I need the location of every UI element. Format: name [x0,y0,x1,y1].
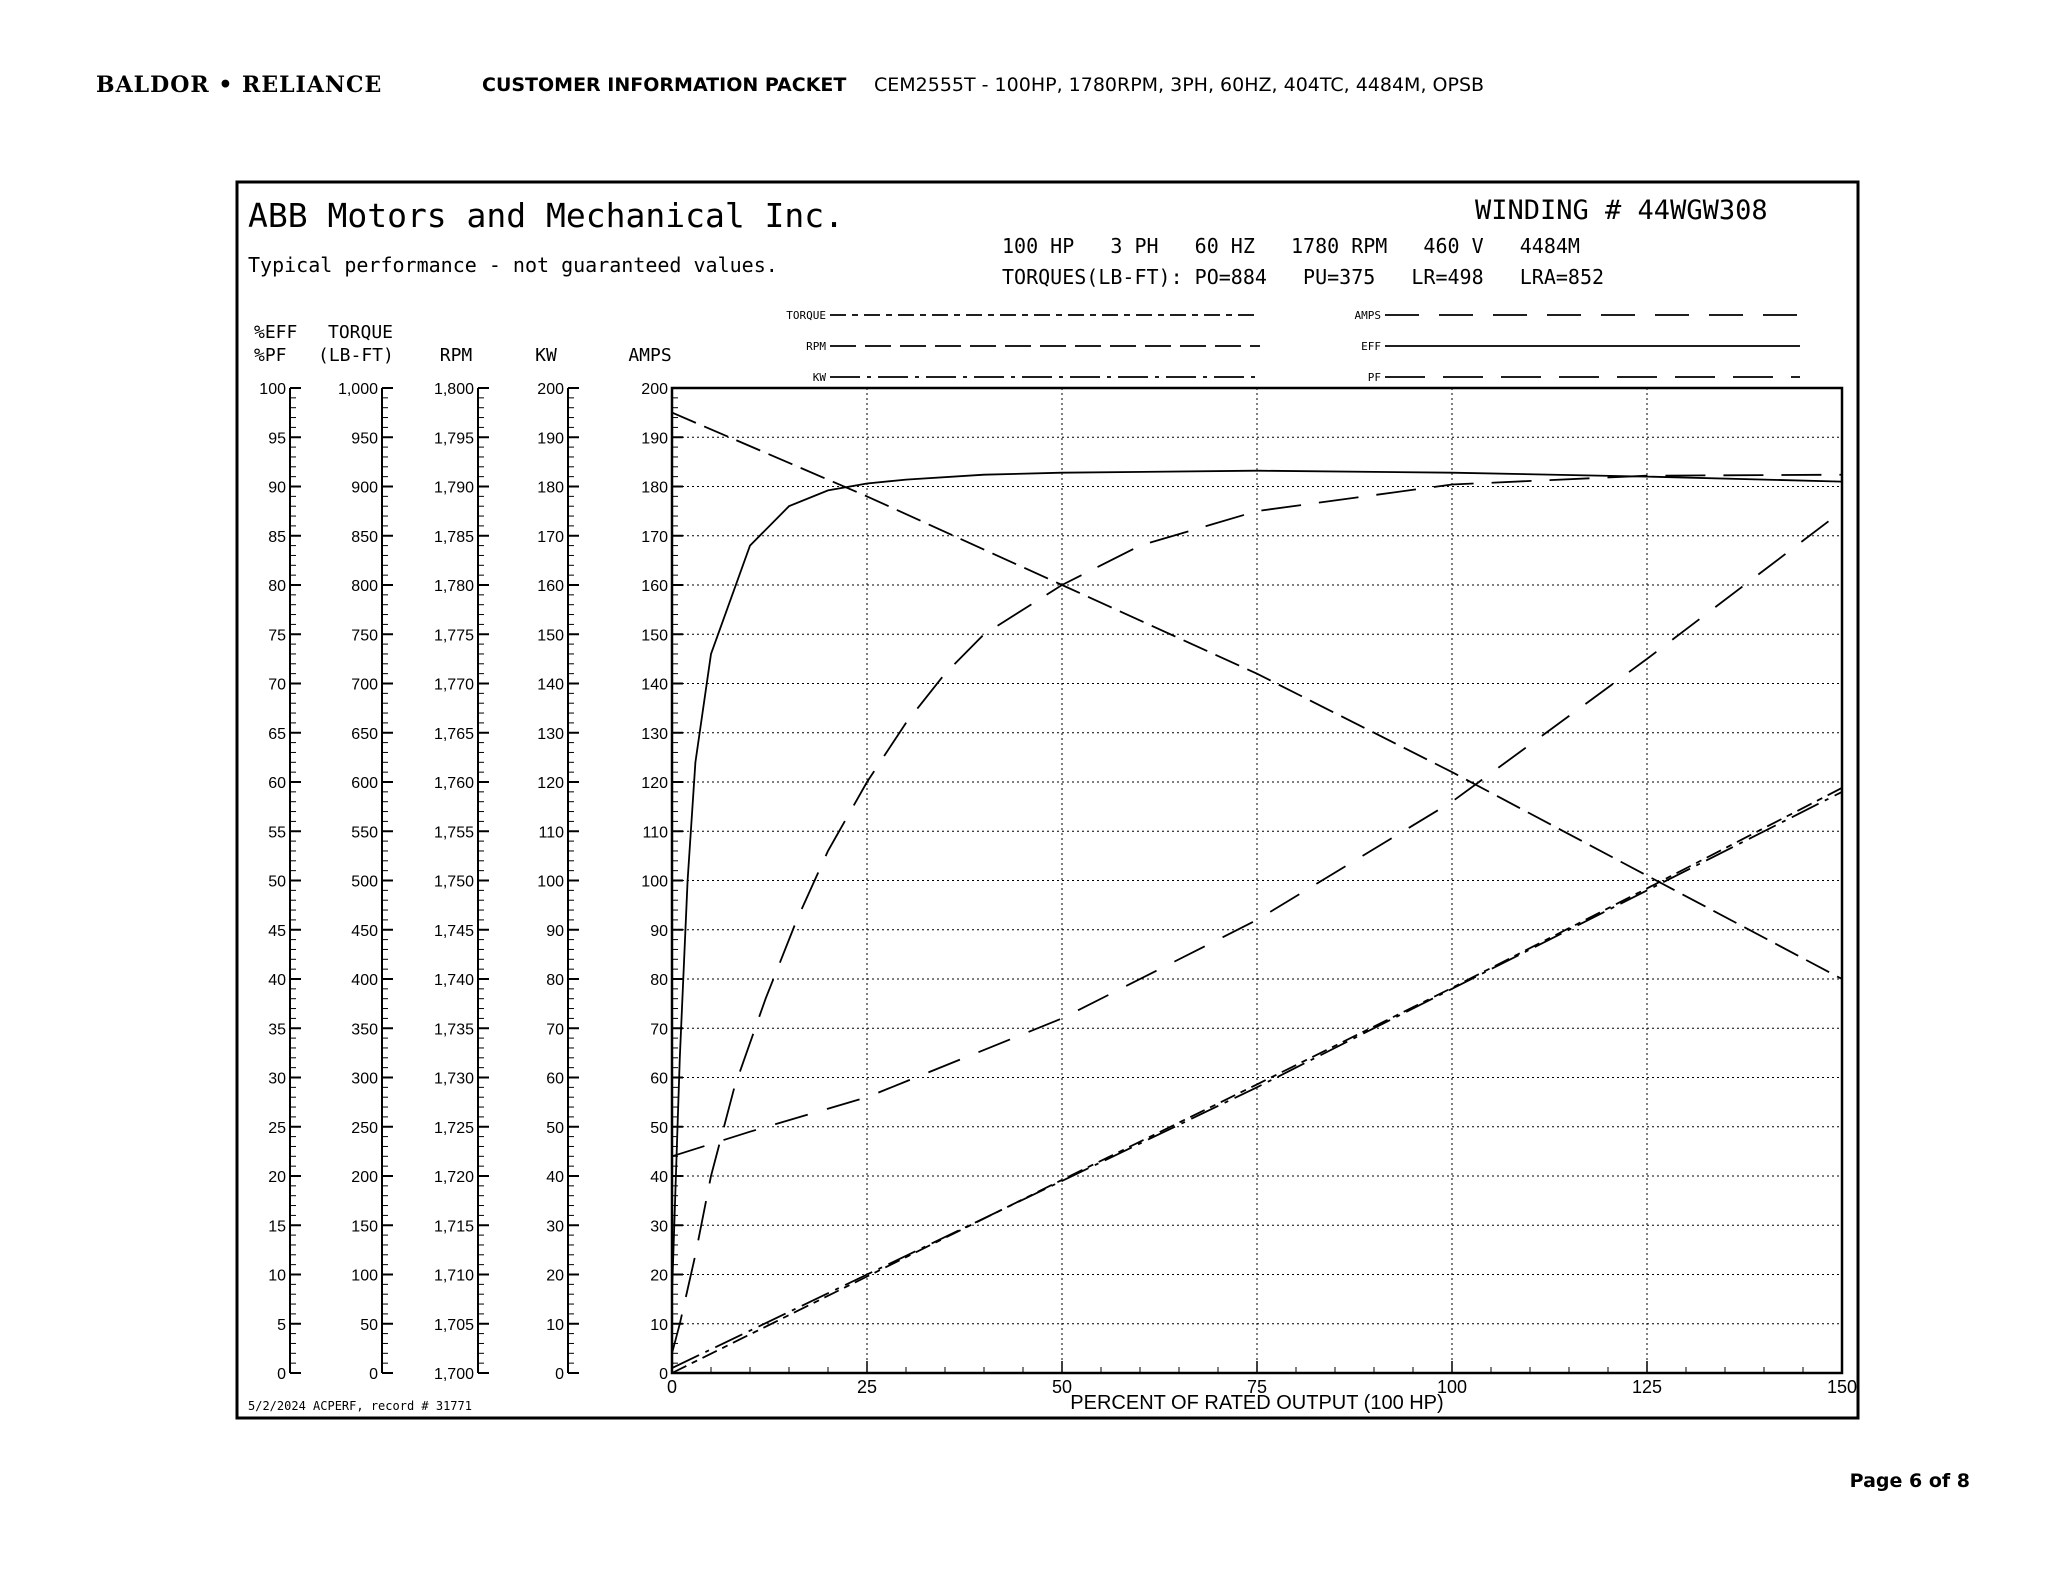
legend-label: KW [812,371,826,384]
x-tick-label: 125 [1631,1377,1663,1397]
axis-tick-label: 80 [650,972,668,989]
axis-title: %EFF [254,322,298,343]
axis-tick-label: 110 [642,824,668,842]
axis-tick-label: 1,730 [433,1070,474,1088]
axis-tick-label: 1,000 [337,381,378,398]
axis-tick-label: 140 [537,676,564,694]
motor-specs: 100 HP 3 PH 60 HZ 1780 RPM 460 V 4484M [1002,234,1580,258]
axis-tick-label: 350 [351,1021,378,1039]
axis-tick-label: 30 [268,1070,286,1088]
brand-logo: BALDOR • RELIANCE [96,72,383,98]
axis-tick-label: 200 [351,1169,378,1186]
axis-tick-label: 90 [650,922,668,940]
page-number: Page 6 of 8 [1849,1470,1970,1492]
axis-tick-label: 400 [351,972,378,989]
axis-tick-label: 120 [537,775,564,792]
axis-tick-label: 200 [641,381,668,398]
axis-tick-label: 55 [268,824,286,842]
axis-tick-label: 1,700 [433,1366,474,1383]
axis-tick-label: 0 [659,1366,668,1383]
x-axis-label: PERCENT OF RATED OUTPUT (100 HP) [1070,1392,1444,1414]
axis-tick-label: 50 [268,873,286,891]
axis-tick-label: 1,760 [433,775,474,792]
axis-tick-label: 1,800 [433,381,474,398]
x-tick-label: 25 [856,1377,878,1397]
axis-tick-label: 10 [546,1316,564,1334]
axis-tick-label: 50 [546,1119,564,1137]
axis-tick-label: 0 [369,1366,378,1383]
axis-tick-label: 180 [641,479,668,497]
x-tick-label: 150 [1826,1377,1858,1397]
axis-tick-label: 95 [268,430,286,448]
packet-title: CUSTOMER INFORMATION PACKET [482,74,847,96]
company-name: ABB Motors and Mechanical Inc. [248,196,845,235]
axis-tick-label: 700 [351,676,378,694]
axis-tick-label: 20 [268,1169,286,1186]
axis-tick-label: 950 [351,430,378,448]
axis-tick-label: 15 [268,1218,286,1236]
axis-tick-label: 1,745 [433,922,474,940]
axis-tick-label: 180 [537,479,564,497]
legend-label: EFF [1361,340,1381,353]
axis-tick-label: 1,790 [433,479,474,497]
axis-tick-label: 20 [650,1267,668,1285]
axis-tick-label: 650 [351,725,378,743]
axis-tick-label: 80 [546,972,564,989]
axis-tick-label: 1,740 [433,972,474,989]
axis-tick-label: 20 [546,1267,564,1285]
disclaimer: Typical performance - not guaranteed values. [248,253,778,277]
axis-tick-label: 35 [268,1021,286,1039]
axis-tick-label: 1,725 [433,1119,474,1137]
axis-tick-label: 40 [650,1169,668,1186]
axis-tick-label: 90 [546,922,564,940]
axis-tick-label: 30 [546,1218,564,1236]
axis-tick-label: 140 [641,676,668,694]
axis-tick-label: 1,705 [433,1316,474,1334]
axis-tick-label: 170 [641,528,668,546]
axis-tick-label: 0 [277,1366,286,1383]
axis-tick-label: 1,765 [433,725,474,743]
axis-tick-label: 60 [650,1070,668,1088]
axis-tick-label: 30 [650,1218,668,1236]
axis-tick-label: 750 [351,627,378,645]
axis-tick-label: 70 [546,1021,564,1039]
axis-tick-label: 160 [641,578,668,595]
axis-tick-label: 1,750 [433,873,474,891]
legend-label: PF [1367,371,1381,384]
x-tick-label: 50 [1051,1377,1073,1397]
value-axes [254,322,683,1383]
axis-tick-label: 150 [641,627,668,645]
axis-tick-label: 900 [351,479,378,497]
axis-tick-label: 1,770 [433,676,474,694]
axis-tick-label: 50 [360,1316,378,1334]
axis-tick-label: 800 [351,578,378,595]
axis-tick-label: 10 [650,1316,668,1334]
torque-specs: TORQUES(LB-FT): PO=884 PU=375 LR=498 LRA=852 [1002,265,1605,289]
x-tick-label: 75 [1246,1377,1268,1397]
axis-tick-label: 1,755 [433,824,474,842]
axis-tick-label: 100 [641,873,668,891]
axis-tick-label: 40 [546,1169,564,1186]
axis-tick-label: 450 [351,922,378,940]
axis-title: TORQUE [328,322,394,343]
axis-tick-label: 25 [268,1119,286,1137]
axis-tick-label: 75 [268,627,286,645]
axis-tick-label: 70 [650,1021,668,1039]
x-tick-label: 100 [1436,1377,1468,1397]
axis-tick-label: 850 [351,528,378,546]
axis-tick-label: 1,715 [433,1218,474,1236]
axis-tick-label: 150 [537,627,564,645]
axis-title: (LB-FT) [318,345,394,366]
chart-frame [237,182,1858,1418]
axis-title: KW [535,345,557,366]
axis-tick-label: 160 [537,578,564,595]
axis-tick-label: 1,720 [433,1169,474,1186]
axis-tick-label: 130 [641,725,668,743]
axis-tick-label: 550 [351,824,378,842]
axis-tick-label: 60 [268,775,286,792]
axis-tick-label: 600 [351,775,378,792]
legend-label: TORQUE [786,309,826,322]
axis-title: AMPS [628,345,672,366]
axis-tick-label: 50 [650,1119,668,1137]
axis-tick-label: 100 [351,1267,378,1285]
axis-tick-label: 130 [537,725,564,743]
axis-tick-label: 70 [268,676,286,694]
legend-label: RPM [806,340,826,353]
x-tick-label: 0 [666,1377,678,1397]
model-line: CEM2555T - 100HP, 1780RPM, 3PH, 60HZ, 404TC, 4484M, OPSB [874,74,1485,96]
axis-tick-label: 110 [538,824,564,842]
axis-tick-label: 1,710 [433,1267,474,1285]
axis-tick-label: 170 [537,528,564,546]
axis-tick-label: 1,785 [433,528,474,546]
axis-tick-label: 1,735 [433,1021,474,1039]
axis-tick-label: 120 [641,775,668,792]
axis-tick-label: 250 [351,1119,378,1137]
axis-tick-label: 40 [268,972,286,989]
legend [786,309,1800,384]
axis-tick-label: 90 [268,479,286,497]
axis-tick-label: 190 [537,430,564,448]
axis-tick-label: 190 [641,430,668,448]
axis-tick-label: 0 [555,1366,564,1383]
winding-number: WINDING # 44WGW308 [1475,195,1768,226]
axis-tick-label: 100 [259,381,286,398]
axis-tick-label: 1,780 [433,578,474,595]
axis-tick-label: 80 [268,578,286,595]
axis-tick-label: 100 [537,873,564,891]
axis-tick-label: 150 [351,1218,378,1236]
axis-tick-label: 1,775 [433,627,474,645]
axis-tick-label: 60 [546,1070,564,1088]
record-stamp: 5/2/2024 ACPERF, record # 31771 [248,1399,472,1413]
axis-tick-label: 5 [277,1316,286,1334]
series-line-torque [672,788,1842,1373]
axis-tick-label: 10 [268,1267,286,1285]
axis-tick-label: 45 [268,922,286,940]
legend-label: AMPS [1354,309,1381,322]
axis-tick-label: 300 [351,1070,378,1088]
axis-title: RPM [439,345,473,366]
axis-title: %PF [254,345,287,366]
axis-tick-label: 1,795 [433,430,474,448]
axis-tick-label: 85 [268,528,286,546]
axis-tick-label: 65 [268,725,286,743]
axis-tick-label: 500 [351,873,378,891]
axis-tick-label: 200 [537,381,564,398]
